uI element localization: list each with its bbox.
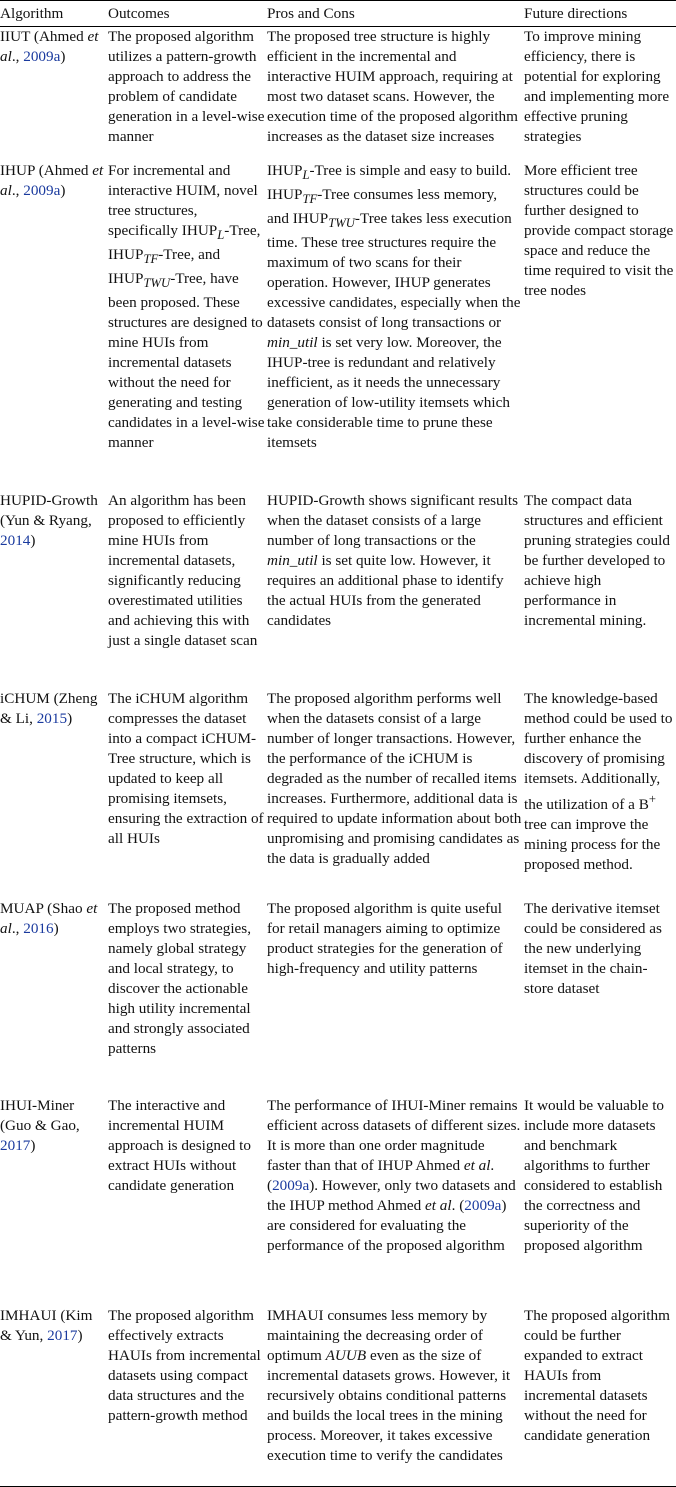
citation-year-link[interactable]: 2015 [36, 710, 68, 727]
algorithm-name: IHUP [0, 162, 35, 179]
pros-text: is set quite low. However, it requires an additional phase to identify the actual HUIs from the generated candidates [267, 552, 504, 629]
outcomes-text: IHUP [108, 270, 144, 288]
pros-text: ) are considered for evaluating the performance of the proposed algorithm [267, 1197, 507, 1254]
citation-text: (Kim & Yun, [0, 1307, 93, 1344]
outcomes-cell: An algorithm has been proposed to efficiently mine HUIs from incremental datasets, significantly reducing overestimated utilities and achieving this with just a single dataset scan [108, 492, 258, 649]
citation-year-link[interactable]: 2014 [0, 532, 31, 549]
citation-year-link[interactable]: 2017 [47, 1327, 78, 1344]
algorithm-name: MUAP [0, 900, 44, 917]
pros-cons-cell: The proposed algorithm performs well when the datasets consist of a large number of longer transactions. However, the performance of the iCHUM is degraded as the number of recalled items increases. Furthermore, additional data is required to update information about both unpromising and promising candidates as the data is gradually added [267, 690, 522, 867]
pros-text: IHUP [267, 186, 303, 204]
citation-etal: et al [0, 900, 98, 937]
outcomes-cell: The proposed algorithm effectively extracts HAUIs from incremental datasets using compact data structures and the pattern-growth method [108, 1307, 261, 1424]
header-algorithm: Algorithm [0, 5, 64, 22]
algorithm-name: IMHAUI [0, 1307, 57, 1324]
pros-cons-cell: The proposed algorithm is quite useful for retail managers aiming to optimize product strategies for the generation of high-frequency and utility patterns [267, 900, 503, 977]
algorithm-name: HUPID-Growth [0, 492, 98, 509]
pros-text: -Tree consumes less memory, and [267, 186, 498, 228]
citation-text: (Ahmed [38, 162, 93, 179]
citation-sep: ., [11, 920, 24, 937]
future-cell [524, 689, 676, 899]
pros-text: -Tree takes less execution time. These tree structures require the maximum of two scans for their operation. However, IHUP generates excessive candidates, especially when the datasets consist of long transactions or [267, 210, 521, 332]
pros-text: The performance of IHUI-Miner remains efficient across datasets of different sizes. It is more than one order magnitude faster than that of IHUP Ahmed [267, 1097, 521, 1174]
pros-text: HUPID-Growth shows significant results when the dataset consists of a large number of long transactions or the [267, 492, 518, 549]
outcomes-cell: The interactive and incremental HUIM approach is designed to extract HUIs without candidate generation [108, 1097, 251, 1194]
citation-close: ) [53, 920, 59, 937]
outcomes-text: -Tree, and [158, 246, 221, 264]
future-cell: To improve mining efficiency, there is potential for exploring and implementing more effective pruning strategies [524, 28, 670, 145]
pros-cons-cell [267, 1096, 524, 1306]
citation-etal: et al [463, 1157, 491, 1174]
subscript: L [217, 228, 225, 243]
pros-cons-cell [267, 1306, 524, 1487]
future-cell: The derivative itemset could be considered as the new underlying itemset in the chain-store dataset [524, 900, 662, 997]
subscript: TWU [328, 216, 355, 231]
citation-text: (Guo & Gao, [0, 1117, 80, 1134]
pros-text: IMHAUI consumes less memory by maintaining the decreasing order of optimum [267, 1307, 488, 1364]
citation-etal: et al [0, 28, 99, 65]
header-pros-cons: Pros and Cons [267, 5, 355, 22]
pros-emphasis: min_util [267, 552, 318, 569]
citation-close: ) [30, 1137, 36, 1154]
citation-etal: et al [425, 1197, 452, 1214]
citation-close: ) [30, 532, 36, 549]
pros-text: even as the size of incremental datasets grows. However, it recursively obtains conditional patterns and builds the local trees in the mining process. Moreover, it takes excessive execution time to verify the candidates [267, 1347, 511, 1464]
algorithm-name: IHUI-Miner [0, 1097, 75, 1114]
subscript: TWU [143, 276, 171, 291]
future-text: The knowledge-based method could be used to further enhance the discovery of promising itemsets. Additionally, the utilization of a B [524, 690, 673, 814]
pros-text: ). However, only two datasets and the IHUP method Ahmed [267, 1177, 516, 1214]
citation-sep: ., [11, 48, 24, 65]
table-row [0, 491, 676, 689]
citation-year-link[interactable]: 2016 [23, 920, 54, 937]
table-row [0, 899, 676, 1096]
header-outcomes: Outcomes [108, 5, 170, 22]
table-row [0, 689, 676, 899]
pros-text: IHUP [267, 162, 303, 179]
subscript: L [302, 168, 310, 183]
pros-emphasis: min_util [267, 334, 318, 352]
outcomes-text: -Tree, [224, 222, 261, 239]
outcomes-cell: The proposed method employs two strategies, namely global strategy and local strategy, to discover the actionable high utility incremental and strongly associated patterns [108, 900, 251, 1057]
citation-text: (Shao [47, 900, 87, 917]
pros-text: . ( [267, 1157, 495, 1194]
future-cell: It would be valuable to include more datasets and benchmark algorithms to further considered to establish the correctness and superiority of the proposed algorithm [524, 1097, 665, 1254]
pros-cons-cell [267, 161, 524, 491]
subscript: TF [143, 252, 159, 267]
algorithm-cell [0, 1306, 108, 1487]
table-row [0, 1096, 676, 1306]
algorithm-name: IIUT [0, 28, 31, 45]
pros-cons-cell [267, 491, 524, 689]
citation-close: ) [60, 182, 66, 199]
pros-emphasis: AUUB [325, 1347, 367, 1364]
pros-text: is set very low. Moreover, the IHUP-tree is redundant and relatively inefficient, as it needs the unnecessary generation of low-utility itemsets which take considerable time to prune these itemsets [267, 334, 510, 452]
citation-text: (Yun & Ryang, [0, 512, 92, 529]
outcomes-text: -Tree, have been proposed. These structures are designed to mine HUIs from incremental datasets without the need for generating and testing candidates in a level-wise manner [108, 270, 265, 452]
outcomes-cell: The proposed algorithm utilizes a pattern-growth approach to address the problem of candidate generation in a level-wise manner [108, 28, 265, 145]
pros-cons-cell: The proposed tree structure is highly efficient in the incremental and interactive HUIM approach, requiring at most two dataset scans. However, the execution time of the proposed algorithm increases as the dataset size increases [267, 28, 518, 145]
algorithm-name: iCHUM [0, 690, 50, 707]
future-cell: More efficient tree structures could be further designed to provide compact storage space and reduce the time required to visit the tree nodes [524, 162, 674, 299]
outcomes-cell: The iCHUM algorithm compresses the dataset into a compact iCHUM-Tree structure, which is updated to keep all promising itemsets, ensuring the extraction of all HUIs [108, 690, 264, 847]
outcomes-text: IHUP [108, 246, 144, 264]
algorithm-cell [0, 27, 108, 162]
algorithm-cell [0, 899, 108, 1096]
citation-year-link[interactable]: 2009a [23, 48, 61, 65]
algorithm-cell [0, 689, 108, 899]
pros-text: . ( [451, 1197, 465, 1214]
citation-close: ) [60, 48, 66, 65]
citation-text: (Zheng & Li, [0, 690, 98, 727]
citation-year-link[interactable]: 2009a [23, 182, 61, 199]
header-future-directions: Future directions [524, 5, 628, 22]
outcomes-text: For incremental and interactive HUIM, novel tree structures, specifically [108, 162, 258, 239]
citation-text: (Ahmed [33, 28, 88, 45]
subscript: TF [302, 192, 318, 207]
outcomes-cell [108, 161, 267, 491]
citation-year-link[interactable]: 2017 [0, 1137, 31, 1154]
citation-close: ) [67, 710, 73, 727]
table-row [0, 161, 676, 491]
table-row [0, 1306, 676, 1487]
citation-year-link[interactable]: 2009a [272, 1177, 310, 1194]
future-text: tree can improve the mining process for the proposed method. [524, 816, 661, 874]
algorithm-cell [0, 161, 108, 491]
pros-text: IHUP [292, 210, 329, 228]
citation-etal: et al [0, 162, 104, 199]
citation-year-link[interactable]: 2009a [464, 1197, 502, 1214]
outcomes-text: IHUP [181, 222, 218, 239]
citation-close: ) [77, 1327, 83, 1344]
citation-sep: ., [11, 182, 24, 199]
superscript: + [648, 792, 656, 806]
algorithm-cell [0, 1096, 108, 1306]
future-cell: The proposed algorithm could be further expanded to extract HAUIs from incremental datasets without the need for candidate generation [524, 1307, 670, 1444]
table-row [0, 27, 676, 162]
table-header-row [0, 1, 676, 27]
pros-text: -Tree is simple and easy to build. [309, 162, 511, 179]
algorithm-cell [0, 491, 108, 689]
future-cell: The compact data structures and efficient pruning strategies could be further developed to achieve high performance in incremental mining. [524, 492, 670, 629]
